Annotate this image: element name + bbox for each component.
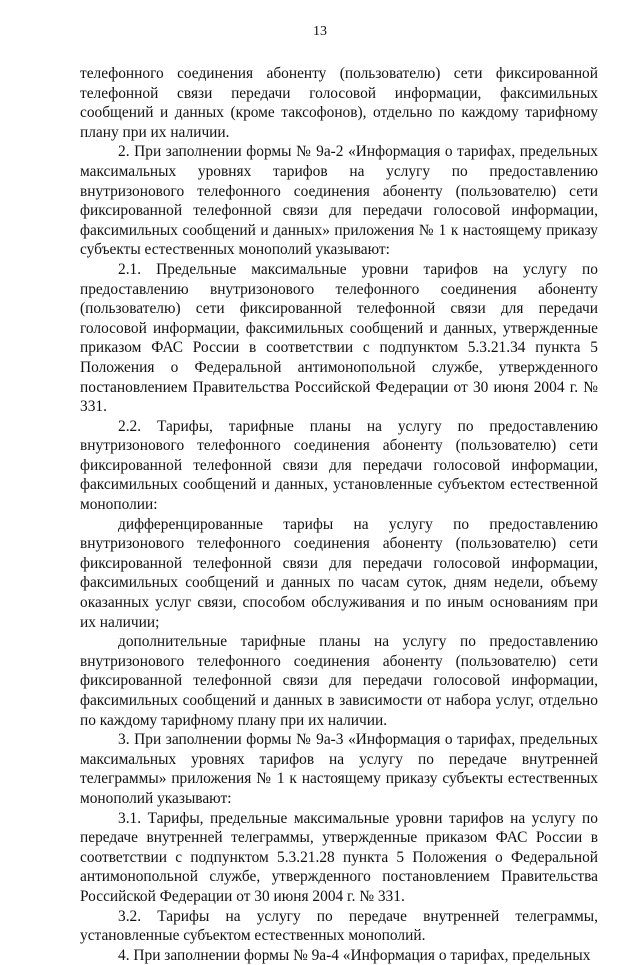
page-number: 13: [313, 24, 327, 39]
paragraph-continuation: телефонного соединения абоненту (пользователю) сети фиксированной телефонной связи передачи голосовой информации, факсимильных сообщений и данных (кроме таксофонов), отдельно по каждому тарифному плану при их наличии.: [80, 65, 598, 141]
paragraph-item-3-1: 3.1. Тарифы, предельные максимальные уровни тарифов на услугу по передаче внутренней телеграммы, утвержденные приказом ФАС России в соответствии с подпунктом 5.3.21.28 пункта 5 Положения о Федеральной антимонопольной службе, утвержденного постановлением Правительства Российской Федерации от 30 июня 2004 г. № 331.: [80, 809, 598, 905]
paragraph-item-3-2: 3.2. Тарифы на услугу по передаче внутренней телеграммы, установленные субъектом естественных монополий.: [80, 907, 598, 945]
paragraph-item-3: 3. При заполнении формы № 9а-3 «Информация о тарифах, предельных максимальных уровнях тарифов на услугу по передаче внутренней телеграммы» приложения № 1 к настоящему приказу субъекты естественных монополий указывают:: [80, 731, 598, 807]
paragraph-item-4: 4. При заполнении формы № 9а-4 «Информация о тарифах, предельных: [118, 946, 591, 964]
paragraph-item-2-2: 2.2. Тарифы, тарифные планы на услугу по предоставлению внутризонового телефонного соединения абоненту (пользователю) сети фиксированной телефонной связи для передачи голосовой информации, факсимильных сообщений и данных, установленные субъектом естественной монополии:: [80, 417, 598, 514]
document-body: [80, 64, 598, 965]
paragraph-item-2-1: 2.1. Предельные максимальные уровни тарифов на услугу по предоставлению внутризонового телефонного соединения абоненту (пользователю) сети фиксированной телефонной связи для передачи голосовой информации, факсимильных сообщений и данных, утвержденные приказом ФАС России в соответствии с подпунктом 5.3.21.34 пункта 5 Положения о Федеральной антимонопольной службе, утвержденного постановлением Правительства Российской Федерации от 30 июня 2004 г. № 331.: [80, 260, 598, 416]
paragraph-differentiated-tariffs: дифференцированные тарифы на услугу по предоставлению внутризонового телефонного соединения абоненту (пользователю) сети фиксированной телефонной связи для передачи голосовой информации, факсимильных сообщений и данных по часам суток, дням недели, объему оказанных услуг связи, способом обслуживания и по иным основаниям при их наличии;: [80, 515, 598, 631]
paragraph-additional-plans: дополнительные тарифные планы на услугу по предоставлению внутризонового телефонного соединения абоненту (пользователю) сети фиксированной телефонной связи для передачи голосовой информации, факсимильных сообщений и данных в зависимости от набора услуг, отдельно по каждому тарифному плану при их наличии.: [80, 633, 598, 729]
paragraph-item-2: 2. При заполнении формы № 9а-2 «Информация о тарифах, предельных максимальных уровнях тарифов на услугу по предоставлению внутризонового телефонного соединения абоненту (пользователю) сети фиксированной телефонной связи для передачи голосовой информации, факсимильных сообщений и данных» приложения № 1 к настоящему приказу субъекты естественных монополий указывают:: [80, 143, 598, 259]
